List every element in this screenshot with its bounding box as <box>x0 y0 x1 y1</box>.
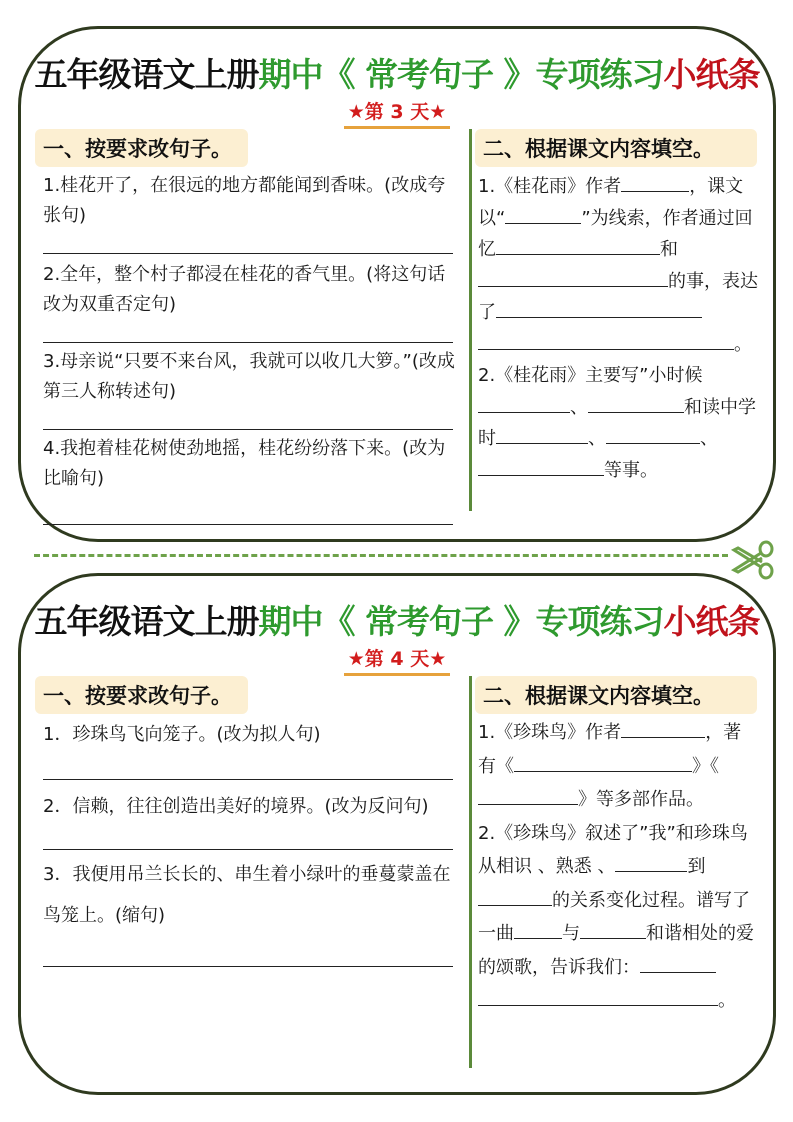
text: 和读中学时 <box>478 396 756 449</box>
fill-question-1 <box>472 716 759 817</box>
blank[interactable] <box>478 888 552 906</box>
blank[interactable] <box>478 395 570 413</box>
question-1: 1．珍珠鸟飞向笼子。(改为拟人句) <box>43 724 321 745</box>
answer-line-3[interactable] <box>43 429 453 430</box>
blank[interactable] <box>514 754 692 772</box>
blank[interactable] <box>478 332 734 350</box>
title-grade: 五年级语文上册 <box>34 55 259 94</box>
day-badge <box>21 644 773 676</box>
text: 1.《珍珠鸟》作者 <box>478 722 622 743</box>
section-fill-blank <box>469 676 759 1068</box>
blank[interactable] <box>478 269 668 287</box>
text: ”为线索，作者通过回忆 <box>478 207 753 260</box>
worksheet-title <box>21 49 773 96</box>
worksheet-day3 <box>18 26 776 542</box>
text: 的关系变化过程。谱写了一曲 <box>478 889 750 944</box>
blank[interactable] <box>640 955 716 973</box>
day-badge <box>21 97 773 129</box>
title-grade: 五年级语文上册 <box>34 602 259 641</box>
text: 和谐相处的爱的颂歌，告诉我们： <box>478 923 754 978</box>
blank[interactable] <box>505 206 581 224</box>
blank[interactable] <box>606 426 700 444</box>
text: 、 <box>588 428 606 449</box>
blank[interactable] <box>496 300 702 318</box>
worksheet-title <box>21 596 773 643</box>
worksheet-day4 <box>18 573 776 1095</box>
blank[interactable] <box>588 395 684 413</box>
section-rewrite <box>35 129 463 525</box>
blank[interactable] <box>478 787 578 805</box>
text: 。 <box>734 333 752 355</box>
answer-line-1[interactable] <box>43 253 453 254</box>
blank[interactable] <box>478 988 718 1006</box>
blank[interactable] <box>615 854 687 872</box>
answer-line-2[interactable] <box>43 849 453 850</box>
section-heading: 二、根据课文内容填空。 <box>475 676 757 714</box>
text: 1.《桂花雨》作者 <box>478 176 622 197</box>
question-3: 3.母亲说“只要不来台风，我就可以收几大箩。”(改成第三人称转述句) <box>43 351 455 402</box>
section-heading: 二、根据课文内容填空。 <box>475 129 757 167</box>
day-label: ★第 3 天★ <box>344 97 451 129</box>
question-2: 2.全年，整个村子都浸在桂花的香气里。(将这句话改为双重否定句) <box>43 264 446 315</box>
blank[interactable] <box>496 426 588 444</box>
fill-question-2 <box>472 817 759 1018</box>
text: 2.《桂花雨》主要写”小时候 <box>478 365 703 386</box>
question-4: 4.我抱着桂花树使劲地摇，桂花纷纷落下来。(改为比喻句) <box>43 438 446 489</box>
fill-question-2 <box>472 360 759 486</box>
text: 2.《珍珠鸟》叙述了”我”和珍珠鸟从相识 、熟悉 、 <box>478 822 748 877</box>
text: 。 <box>718 990 736 1011</box>
blank[interactable] <box>621 174 689 192</box>
section-heading: 一、按要求改句子。 <box>35 129 248 167</box>
day-label: ★第 4 天★ <box>344 644 451 676</box>
text: ，课文以“ <box>478 176 744 229</box>
question-2: 2．信赖，往往创造出美好的境界。(改为反问句) <box>43 796 429 817</box>
title-note: 小纸条 <box>663 55 760 94</box>
question-1: 1.桂花开了，在很远的地方都能闻到香味。(改成夸张句) <box>43 175 446 226</box>
text: 》《 <box>692 755 719 777</box>
cut-line <box>34 554 728 557</box>
text: 》等多部作品。 <box>578 789 704 810</box>
text: 等事。 <box>604 459 658 481</box>
title-topic: 期中《 常考句子 》专项练习 <box>258 602 664 641</box>
section-heading: 一、按要求改句子。 <box>35 676 248 714</box>
answer-line-3[interactable] <box>43 966 453 967</box>
scissors-icon <box>728 540 776 580</box>
blank[interactable] <box>478 458 604 476</box>
section-fill-blank <box>469 129 759 511</box>
text: 、 <box>700 428 718 449</box>
text: 、 <box>570 396 588 418</box>
text: 的事，表达了 <box>478 270 758 323</box>
text: 到 <box>687 856 706 877</box>
blank[interactable] <box>580 921 646 939</box>
text: 与 <box>562 923 580 944</box>
fill-question-1 <box>472 171 759 360</box>
answer-line-2[interactable] <box>43 342 453 343</box>
question-3: 3．我便用吊兰长长的、串生着小绿叶的垂蔓蒙盖在鸟笼上。(缩句) <box>43 864 451 926</box>
blank[interactable] <box>514 921 562 939</box>
blank[interactable] <box>496 237 660 255</box>
section-rewrite <box>35 676 463 967</box>
blank[interactable] <box>621 720 705 738</box>
answer-line-4[interactable] <box>43 524 453 525</box>
title-note: 小纸条 <box>663 602 760 641</box>
answer-line-1[interactable] <box>43 779 453 780</box>
text: 和 <box>660 239 678 260</box>
title-topic: 期中《 常考句子 》专项练习 <box>258 55 664 94</box>
text: ，著有《 <box>478 722 742 777</box>
